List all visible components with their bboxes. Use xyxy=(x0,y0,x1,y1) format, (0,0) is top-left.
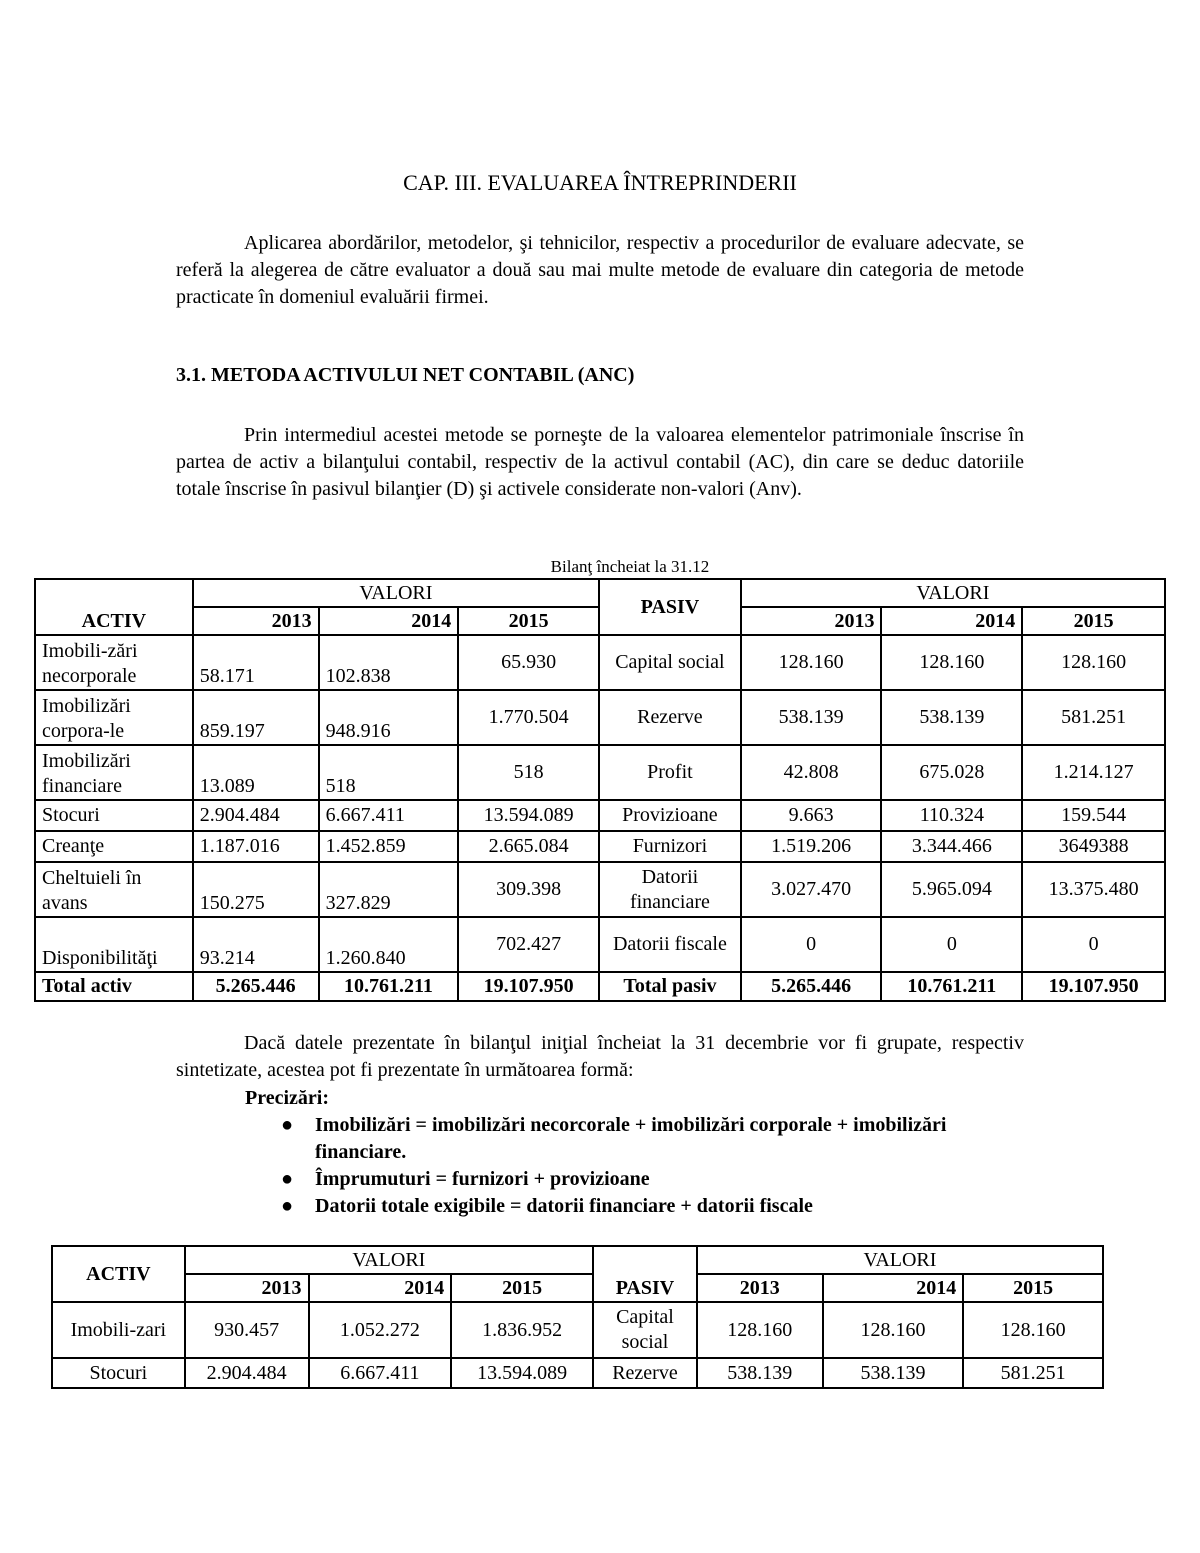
activ-value: 1.187.016 xyxy=(193,831,319,862)
activ-value: 930.457 xyxy=(185,1302,309,1358)
pasiv-value: 128.160 xyxy=(881,635,1022,690)
pasiv-label: Capital social xyxy=(593,1302,697,1358)
activ-value: 13.089 xyxy=(193,745,319,800)
activ-value: 65.930 xyxy=(458,635,599,690)
pasiv-value: 128.160 xyxy=(1022,635,1165,690)
activ-value: 6.667.411 xyxy=(309,1358,452,1388)
total-activ-value: 10.761.211 xyxy=(319,972,459,1001)
activ-label: Disponibilităţi xyxy=(35,917,193,972)
pasiv-value: 5.965.094 xyxy=(881,862,1022,917)
valori-header-pasiv: VALORI xyxy=(697,1246,1103,1274)
table-row xyxy=(52,1302,1103,1358)
year-header: 2015 xyxy=(963,1274,1103,1302)
pasiv-value: 538.139 xyxy=(697,1358,823,1388)
year-header: 2013 xyxy=(741,607,882,635)
valori-header-activ: VALORI xyxy=(185,1246,593,1274)
table-row xyxy=(35,917,1165,972)
year-header: 2014 xyxy=(823,1274,964,1302)
activ-value: 859.197 xyxy=(193,690,319,745)
pasiv-value: 3649388 xyxy=(1022,831,1165,862)
activ-label: Creanţe xyxy=(35,831,193,862)
pasiv-value: 128.160 xyxy=(963,1302,1103,1358)
pasiv-value: 538.139 xyxy=(823,1358,964,1388)
pasiv-label: Profit xyxy=(599,745,741,800)
table-row xyxy=(35,635,1165,690)
activ-value: 1.770.504 xyxy=(458,690,599,745)
activ-value: 150.275 xyxy=(193,862,319,917)
activ-value: 13.594.089 xyxy=(458,800,599,831)
activ-label: Imobili-zari xyxy=(52,1302,185,1358)
notes-title: Precizări: xyxy=(245,1087,330,1109)
table-row xyxy=(35,690,1165,745)
pasiv-label: Rezerve xyxy=(599,690,741,745)
pasiv-value: 13.375.480 xyxy=(1022,862,1165,917)
activ-value: 2.665.084 xyxy=(458,831,599,862)
summary-table xyxy=(51,1245,1104,1389)
activ-label: Imobilizări corpora-le xyxy=(35,690,193,745)
valori-header-pasiv: VALORI xyxy=(741,579,1165,607)
activ-value: 58.171 xyxy=(193,635,319,690)
activ-value: 327.829 xyxy=(319,862,459,917)
year-header: 2014 xyxy=(309,1274,452,1302)
year-header: 2014 xyxy=(319,607,459,635)
activ-label: Stocuri xyxy=(35,800,193,831)
activ-value: 518 xyxy=(458,745,599,800)
table-row xyxy=(35,862,1165,917)
activ-value: 1.452.859 xyxy=(319,831,459,862)
activ-label: Imobilizări financiare xyxy=(35,745,193,800)
activ-value: 702.427 xyxy=(458,917,599,972)
year-header: 2014 xyxy=(881,607,1022,635)
total-pasiv-label: Total pasiv xyxy=(599,972,741,1001)
pasiv-value: 3.344.466 xyxy=(881,831,1022,862)
year-header: 2015 xyxy=(1022,607,1165,635)
section-paragraph: Prin intermediul acestei metode se porneşte de la valoarea elementelor patrimoniale înscrise în partea de activ a bilanţului contabil, respectiv de la activul contabil (AC), din care se deduc datoriile totale înscrise în pasivul bilanţier (D) şi activele considerate non-valori (Anv). xyxy=(176,424,1024,500)
table-row xyxy=(52,1358,1103,1388)
year-header: 2013 xyxy=(185,1274,309,1302)
year-header: 2013 xyxy=(193,607,319,635)
total-row xyxy=(35,972,1165,1001)
bullet-icon: ● xyxy=(281,1195,294,1217)
pasiv-label: Furnizori xyxy=(599,831,741,862)
pasiv-value: 538.139 xyxy=(741,690,882,745)
balance-sheet-table xyxy=(34,578,1166,1002)
valori-header-activ: VALORI xyxy=(193,579,599,607)
pasiv-value: 42.808 xyxy=(741,745,882,800)
table-row xyxy=(35,745,1165,800)
pasiv-label: Datorii financiare xyxy=(599,862,741,917)
intro-paragraph: Aplicarea abordărilor, metodelor, şi tehnicilor, respectiv a procedurilor de evaluare adecvate, se referă la alegerea de către evaluator a două sau mai multe metode de evaluare din categoria de metode practicate în domeniul evaluării firmei. xyxy=(176,232,1024,308)
pasiv-value: 581.251 xyxy=(963,1358,1103,1388)
year-header: 2015 xyxy=(451,1274,593,1302)
list-item: ● Datorii totale exigibile = datorii financiare + datorii fiscale xyxy=(315,1193,955,1220)
year-header: 2013 xyxy=(697,1274,823,1302)
activ-header: ACTIV xyxy=(35,579,193,635)
total-pasiv-value: 19.107.950 xyxy=(1022,972,1165,1001)
notes-block xyxy=(245,1085,955,1220)
pasiv-value: 0 xyxy=(741,917,882,972)
activ-label: Cheltuieli în avans xyxy=(35,862,193,917)
activ-label: Stocuri xyxy=(52,1358,185,1388)
table-row xyxy=(35,831,1165,862)
grouping-paragraph: Dacă datele prezentate în bilanţul iniţial încheiat la 31 decembrie vor fi grupate, respectiv sintetizate, acestea pot fi prezentate în următoarea formă: xyxy=(176,1032,1024,1081)
activ-value: 93.214 xyxy=(193,917,319,972)
pasiv-value: 128.160 xyxy=(823,1302,964,1358)
total-activ-label: Total activ xyxy=(35,972,193,1001)
total-pasiv-value: 5.265.446 xyxy=(741,972,882,1001)
pasiv-label: Rezerve xyxy=(593,1358,697,1388)
activ-value: 309.398 xyxy=(458,862,599,917)
activ-value: 102.838 xyxy=(319,635,459,690)
list-item: ● Imobilizări = imobilizări necorcorale + imobilizări corporale + imobilizări financiare. xyxy=(281,1114,947,1163)
activ-value: 6.667.411 xyxy=(319,800,459,831)
bullet-icon: ● xyxy=(281,1114,294,1136)
page-title: CAP. III. EVALUAREA ÎNTREPRINDERII xyxy=(403,170,797,195)
pasiv-label: Capital social xyxy=(599,635,741,690)
pasiv-value: 3.027.470 xyxy=(741,862,882,917)
pasiv-header: PASIV xyxy=(599,579,741,635)
pasiv-value: 128.160 xyxy=(697,1302,823,1358)
pasiv-value: 159.544 xyxy=(1022,800,1165,831)
pasiv-header: PASIV xyxy=(593,1246,697,1302)
activ-label: Imobili-zări necorporale xyxy=(35,635,193,690)
activ-value: 518 xyxy=(319,745,459,800)
activ-value: 2.904.484 xyxy=(193,800,319,831)
pasiv-label: Datorii fiscale xyxy=(599,917,741,972)
activ-value: 1.836.952 xyxy=(451,1302,593,1358)
activ-value: 1.260.840 xyxy=(319,917,459,972)
pasiv-value: 110.324 xyxy=(881,800,1022,831)
pasiv-value: 0 xyxy=(1022,917,1165,972)
pasiv-value: 675.028 xyxy=(881,745,1022,800)
total-activ-value: 19.107.950 xyxy=(458,972,599,1001)
table-caption: Bilanţ încheiat la 31.12 xyxy=(550,557,710,576)
bullet-icon: ● xyxy=(281,1168,294,1190)
pasiv-value: 538.139 xyxy=(881,690,1022,745)
section-heading: 3.1. METODA ACTIVULUI NET CONTABIL (ANC) xyxy=(176,364,635,386)
pasiv-value: 128.160 xyxy=(741,635,882,690)
activ-value: 13.594.089 xyxy=(451,1358,593,1388)
activ-header: ACTIV xyxy=(52,1246,185,1302)
pasiv-label: Provizioane xyxy=(599,800,741,831)
activ-value: 2.904.484 xyxy=(185,1358,309,1388)
notes-list xyxy=(245,1112,955,1220)
year-header: 2015 xyxy=(458,607,599,635)
list-item: ● Împrumuturi = furnizori + provizioane xyxy=(315,1166,955,1193)
activ-value: 948.916 xyxy=(319,690,459,745)
pasiv-value: 1.519.206 xyxy=(741,831,882,862)
pasiv-value: 9.663 xyxy=(741,800,882,831)
pasiv-value: 1.214.127 xyxy=(1022,745,1165,800)
activ-value: 1.052.272 xyxy=(309,1302,452,1358)
total-activ-value: 5.265.446 xyxy=(193,972,319,1001)
pasiv-value: 581.251 xyxy=(1022,690,1165,745)
total-pasiv-value: 10.761.211 xyxy=(881,972,1022,1001)
pasiv-value: 0 xyxy=(881,917,1022,972)
table-row xyxy=(35,800,1165,831)
